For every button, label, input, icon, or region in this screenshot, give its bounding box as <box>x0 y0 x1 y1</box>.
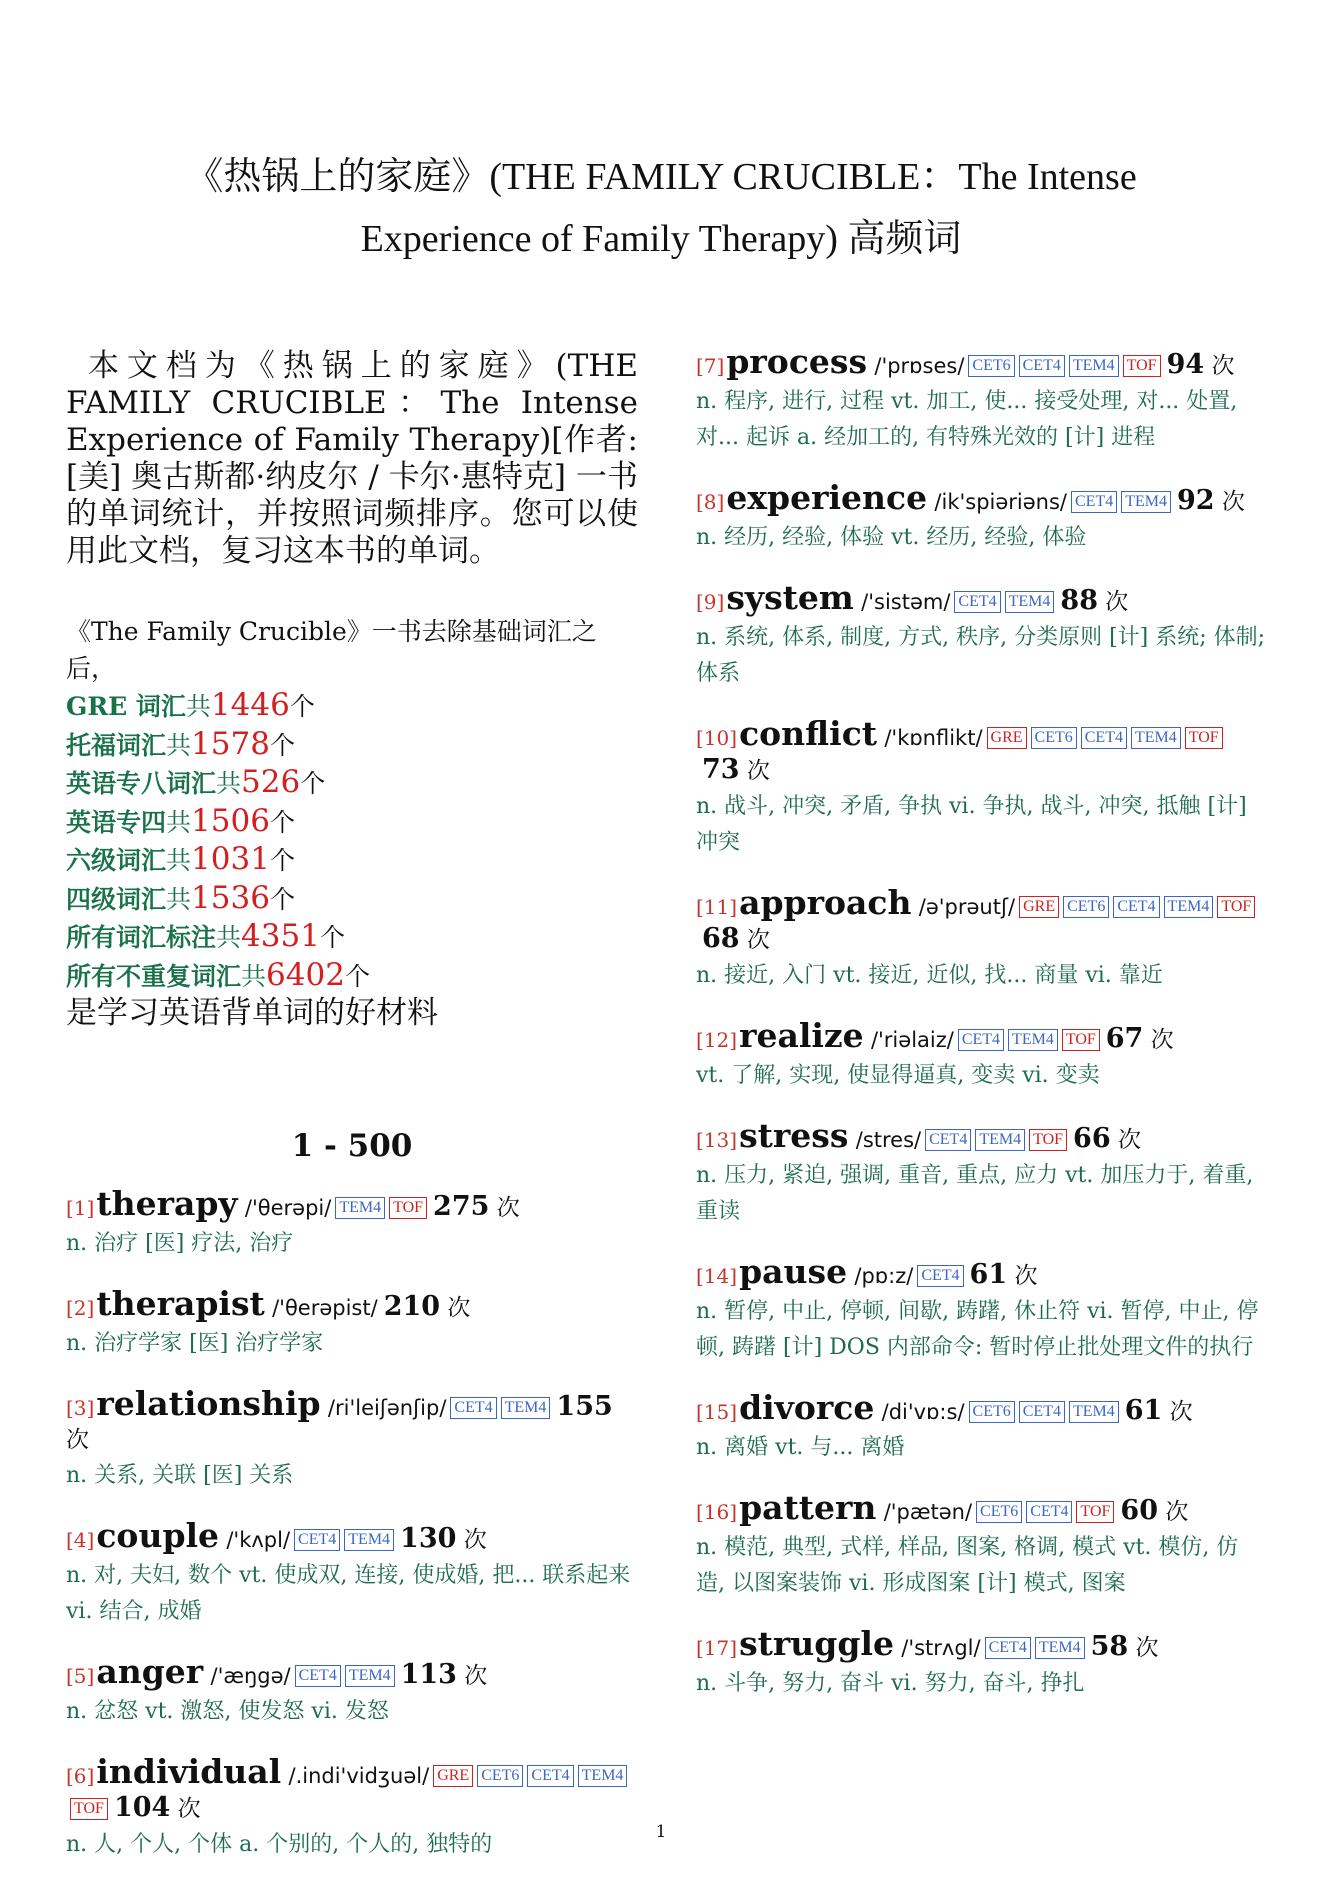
entries-right <box>696 342 1266 1702</box>
entry-word: therapist <box>96 1283 265 1323</box>
entry-pronunciation: /'prɒses/ <box>874 354 965 378</box>
stats-connector: 共 <box>166 884 192 914</box>
entry-word: relationship <box>96 1383 321 1423</box>
frequency-unit: 次 <box>1221 489 1245 515</box>
exam-tag: CET6 <box>976 1501 1022 1523</box>
stats-count: 1031 <box>191 841 270 877</box>
word-entry <box>696 714 1266 861</box>
entry-header <box>696 578 1266 618</box>
entry-frequency: 66 <box>1073 1123 1111 1154</box>
frequency-unit: 次 <box>496 1194 520 1221</box>
word-entry <box>66 1515 638 1630</box>
entry-header <box>66 1751 638 1825</box>
stats-row <box>66 918 638 957</box>
entry-word: conflict <box>739 714 878 753</box>
entry-index: [10] <box>696 726 738 750</box>
exam-tag: CET4 <box>450 1397 496 1419</box>
exam-tag: TOF <box>70 1798 108 1820</box>
exam-tag: TOF <box>1029 1129 1067 1151</box>
exam-tag: TOF <box>1076 1501 1114 1523</box>
entry-pronunciation: /'strʌgl/ <box>901 1636 981 1660</box>
left-column <box>66 348 638 1889</box>
exam-tag: TOF <box>1062 1029 1100 1051</box>
stats-connector: 共 <box>216 769 242 798</box>
entry-frequency: 94 <box>1166 349 1205 380</box>
exam-tag: TOF <box>1185 727 1223 749</box>
stats-connector: 共 <box>216 923 242 952</box>
exam-tag: GRE <box>1019 896 1059 918</box>
exam-tag: TEM4 <box>1164 896 1214 918</box>
exam-tag: TEM4 <box>1035 1637 1085 1659</box>
exam-tag: GRE <box>433 1765 473 1787</box>
word-entry <box>66 1383 638 1494</box>
word-entry <box>66 1651 638 1730</box>
stats-count: 6402 <box>266 956 345 993</box>
entry-word: system <box>726 578 854 617</box>
frequency-unit: 次 <box>1014 1263 1038 1289</box>
entry-word: individual <box>96 1751 282 1791</box>
entry-definition: n. 离婚 vt. 与... 离婚 <box>696 1435 905 1460</box>
document-title <box>90 146 1232 270</box>
exam-tag: TEM4 <box>1069 355 1119 377</box>
entry-frequency: 61 <box>969 1259 1008 1290</box>
exam-tag: CET4 <box>294 1529 340 1551</box>
frequency-unit: 次 <box>177 1795 201 1822</box>
intro-paragraph <box>66 348 638 570</box>
exam-tag: CET4 <box>295 1665 341 1687</box>
entry-index: [11] <box>696 895 738 919</box>
stats-row <box>66 726 638 765</box>
stats-count: 1536 <box>191 879 270 916</box>
entry-pronunciation: /'riəlaiz/ <box>870 1028 954 1052</box>
frequency-unit: 次 <box>746 758 770 784</box>
entry-definition: n. 斗争, 努力, 奋斗 vi. 努力, 奋斗, 挣扎 <box>696 1671 1085 1696</box>
exam-tag: TEM4 <box>335 1197 385 1219</box>
stats-row <box>66 687 638 726</box>
stats-lead: 《The Family Crucible》一书去除基础词汇之后， <box>66 617 597 683</box>
entry-definition: n. 模范, 典型, 式样, 样品, 图案, 格调, 模式 vt. 模仿, 仿造, 以图案装饰 vi. 形成图案 [计] 模式, 图案 <box>696 1535 1239 1596</box>
exam-tag: CET6 <box>1031 727 1077 749</box>
exam-tag: CET6 <box>477 1765 523 1787</box>
entry-word: stress <box>739 1116 849 1155</box>
entry-frequency: 67 <box>1105 1023 1144 1054</box>
exam-tag: CET4 <box>1113 896 1159 918</box>
exam-tag: TEM4 <box>578 1765 628 1787</box>
exam-tag: CET4 <box>1019 1401 1065 1423</box>
entry-pronunciation: /di'vɒ:s/ <box>881 1400 965 1424</box>
exam-tag: TEM4 <box>501 1397 551 1419</box>
word-entry <box>696 578 1266 692</box>
entry-definition: n. 战斗, 冲突, 矛盾, 争执 vi. 争执, 战斗, 冲突, 抵触 [计] 冲突 <box>696 794 1247 855</box>
stats-connector: 共 <box>185 692 211 721</box>
entry-index: [15] <box>696 1400 738 1424</box>
entry-pronunciation: /ə'prəutʃ/ <box>918 895 1016 919</box>
word-entry <box>696 1388 1266 1466</box>
exam-tag: CET4 <box>985 1637 1031 1659</box>
entry-header <box>696 1016 1266 1056</box>
entry-pronunciation: /'kɒnflikt/ <box>884 726 983 750</box>
stats-unit: 个 <box>269 846 295 875</box>
entry-header <box>696 478 1266 518</box>
stats-connector: 共 <box>241 961 267 991</box>
frequency-unit: 次 <box>464 1662 488 1689</box>
entry-pronunciation: /'pætən/ <box>883 1500 973 1524</box>
stats-unit: 个 <box>319 923 345 952</box>
frequency-unit: 次 <box>447 1294 471 1321</box>
entry-index: [17] <box>696 1636 738 1660</box>
stats-unit: 个 <box>289 692 315 721</box>
stats-label: 托福词汇 <box>66 730 167 760</box>
word-entry <box>696 1252 1266 1366</box>
entry-index: [16] <box>696 1500 738 1524</box>
entry-pronunciation: /stres/ <box>855 1128 922 1152</box>
entry-frequency: 210 <box>383 1290 441 1322</box>
entry-pronunciation: /'æŋgə/ <box>210 1663 291 1688</box>
entry-definition: n. 程序, 进行, 过程 vt. 加工, 使... 接受处理, 对... 处置, 对... 起诉 a. 经加工的, 有特殊光效的 [计] 进程 <box>696 389 1238 450</box>
stats-count: 4351 <box>241 918 320 954</box>
stats-label: GRE 词汇 <box>66 692 186 721</box>
entry-word: divorce <box>739 1388 875 1427</box>
entry-frequency: 155 <box>556 1390 613 1422</box>
entry-pronunciation: /'sistəm/ <box>861 590 951 614</box>
entry-header <box>696 883 1266 956</box>
entry-frequency: 61 <box>1124 1395 1163 1426</box>
exam-tag: CET4 <box>1071 491 1117 513</box>
stats-count: 1446 <box>210 687 290 723</box>
entry-word: couple <box>96 1515 220 1555</box>
stats-label: 所有词汇标注 <box>66 923 217 952</box>
exam-tag: TEM4 <box>1069 1401 1119 1423</box>
entry-word: pause <box>739 1252 848 1291</box>
entry-definition: n. 经历, 经验, 体验 vt. 经历, 经验, 体验 <box>696 525 1087 550</box>
stats-count: 526 <box>241 764 301 800</box>
stats-count: 1578 <box>191 725 270 762</box>
entry-frequency: 275 <box>433 1190 490 1222</box>
word-entry <box>66 1283 638 1362</box>
entry-word: experience <box>726 478 928 517</box>
entry-index: [13] <box>696 1128 738 1152</box>
entry-definition: n. 系统, 体系, 制度, 方式, 秩序, 分类原则 [计] 系统; 体制; 体系 <box>696 625 1266 686</box>
entry-header <box>696 1624 1266 1664</box>
entry-header <box>66 1183 638 1224</box>
exam-tag: TEM4 <box>1005 591 1055 613</box>
entry-frequency: 73 <box>702 754 740 785</box>
entry-pronunciation: /ri'leiʃənʃip/ <box>327 1395 447 1420</box>
stats-label: 英语专八词汇 <box>66 769 217 798</box>
exam-tag: TOF <box>1217 896 1255 918</box>
entry-index: [3] <box>66 1395 95 1420</box>
page-number: 1 <box>655 1822 667 1842</box>
word-entry <box>696 342 1266 456</box>
entry-frequency: 92 <box>1177 485 1215 516</box>
stats-label: 六级词汇 <box>66 846 167 875</box>
entry-pronunciation: /ik'spiəriəns/ <box>934 490 1067 514</box>
entry-definition: n. 治疗 [医] 疗法, 治疗 <box>66 1230 294 1256</box>
entry-pronunciation: /'kʌpl/ <box>226 1527 291 1552</box>
exam-tag: TEM4 <box>1131 727 1181 749</box>
frequency-unit: 次 <box>746 927 770 953</box>
entry-word: approach <box>739 883 912 922</box>
entry-pronunciation: /.indi'vidʒuəl/ <box>288 1763 430 1788</box>
exam-tag: CET6 <box>1063 896 1109 918</box>
stats-count: 1506 <box>191 802 270 839</box>
entry-header <box>696 342 1266 382</box>
exam-tag: CET4 <box>1081 727 1127 749</box>
entry-pronunciation: /'θerəpist/ <box>272 1295 378 1320</box>
entry-word: process <box>726 342 868 381</box>
stats-unit: 个 <box>269 884 295 914</box>
entry-index: [8] <box>696 490 725 514</box>
entry-frequency: 60 <box>1120 1495 1158 1526</box>
exam-tag: CET6 <box>968 355 1014 377</box>
frequency-unit: 次 <box>1135 1635 1159 1661</box>
right-column <box>696 342 1266 1728</box>
stats-row <box>66 841 638 880</box>
intro-text: 本文档为《热锅上的家庭》(THE FAMILY CRUCIBLE：The Intense Experience of Family Therapy)[作者: [美] 奥古斯都·纳皮尔 / 卡尔·惠特克] 一书的单词统计，并按照词频排序。您可以使用此文档，复习这本书的单词。 <box>66 348 638 569</box>
entry-definition: n. 治疗学家 [医] 治疗学家 <box>66 1330 324 1356</box>
word-entry <box>696 1116 1266 1230</box>
entry-definition: n. 忿怒 vt. 激怒, 使发怒 vi. 发怒 <box>66 1698 389 1724</box>
stats-row <box>66 803 638 842</box>
entry-index: [1] <box>66 1195 95 1220</box>
entry-index: [14] <box>696 1264 738 1288</box>
stats-unit: 个 <box>344 961 370 991</box>
title-line-1: 《热锅上的家庭》(THE FAMILY CRUCIBLE：The Intense <box>185 156 1137 198</box>
stats-unit: 个 <box>269 730 295 760</box>
entry-frequency: 104 <box>113 1791 171 1823</box>
exam-tag: TEM4 <box>345 1665 395 1687</box>
entry-definition: n. 压力, 紧迫, 强调, 重音, 重点, 应力 vt. 加压力于, 着重, 重读 <box>696 1163 1254 1224</box>
vocab-stats <box>66 614 638 1032</box>
entry-header <box>696 1252 1266 1292</box>
word-entry <box>696 1624 1266 1702</box>
frequency-unit: 次 <box>1105 589 1129 615</box>
entry-frequency: 68 <box>702 923 740 954</box>
word-entry <box>696 883 1266 994</box>
exam-tag: TEM4 <box>975 1129 1025 1151</box>
entry-word: realize <box>739 1016 864 1055</box>
entry-frequency: 88 <box>1060 585 1098 616</box>
exam-tag: GRE <box>987 727 1027 749</box>
exam-tag: CET4 <box>1026 1501 1072 1523</box>
stats-unit: 个 <box>269 807 295 837</box>
word-entry <box>696 478 1266 556</box>
exam-tag: CET4 <box>527 1765 573 1787</box>
entry-word: pattern <box>739 1488 877 1527</box>
entry-word: therapy <box>96 1183 238 1223</box>
exam-tag: CET4 <box>958 1029 1004 1051</box>
section-heading: 1 - 500 <box>291 1127 413 1164</box>
exam-tag: CET4 <box>917 1265 963 1287</box>
frequency-unit: 次 <box>1117 1127 1141 1153</box>
entry-header <box>696 1388 1266 1428</box>
entry-index: [7] <box>696 354 725 378</box>
entry-header <box>696 1116 1266 1156</box>
stats-row <box>66 880 638 919</box>
entry-frequency: 58 <box>1090 1631 1129 1662</box>
exam-tag: TEM4 <box>1121 491 1171 513</box>
frequency-unit: 次 <box>1169 1399 1193 1425</box>
entry-definition: n. 人, 个人, 个体 a. 个别的, 个人的, 独特的 <box>66 1831 493 1857</box>
entry-index: [5] <box>66 1663 95 1688</box>
entry-pronunciation: /'θerəpi/ <box>244 1195 332 1220</box>
entry-header <box>696 1488 1266 1528</box>
exam-tag: CET4 <box>954 591 1000 613</box>
entry-index: [4] <box>66 1527 95 1552</box>
word-entry <box>66 1183 638 1262</box>
exam-tag: TEM4 <box>344 1529 394 1551</box>
stats-connector: 共 <box>166 807 192 837</box>
stats-row <box>66 764 638 803</box>
entry-definition: n. 关系, 关联 [医] 关系 <box>66 1462 294 1488</box>
entry-frequency: 130 <box>400 1522 457 1554</box>
entry-header <box>696 714 1266 787</box>
exam-tag: CET4 <box>925 1129 971 1151</box>
exam-tag: TOF <box>389 1197 427 1219</box>
word-entry <box>696 1488 1266 1602</box>
title-line-2: Experience of Family Therapy) 高频词 <box>360 218 962 260</box>
stats-connector: 共 <box>166 730 192 760</box>
entry-word: anger <box>96 1651 204 1691</box>
entry-index: [12] <box>696 1028 738 1052</box>
entry-header <box>66 1283 638 1324</box>
entry-header <box>66 1651 638 1692</box>
stats-row <box>66 957 638 996</box>
frequency-unit: 次 <box>1165 1499 1189 1525</box>
word-entry <box>696 1016 1266 1094</box>
stats-closing: 是学习英语背单词的好材料 <box>66 995 438 1031</box>
entry-index: [9] <box>696 590 725 614</box>
stats-connector: 共 <box>166 846 192 875</box>
entry-index: [6] <box>66 1763 95 1788</box>
entry-header <box>66 1383 638 1456</box>
entry-word: struggle <box>739 1624 894 1663</box>
stats-rows <box>66 687 638 995</box>
entry-pronunciation: /pɒ:z/ <box>854 1264 914 1288</box>
entry-definition: n. 暂停, 中止, 停顿, 间歇, 踌躇, 休止符 vi. 暂停, 中止, 停顿, 踌躇 [计] DOS 内部命令: 暂时停止批处理文件的执行 <box>696 1299 1259 1360</box>
entry-definition: vt. 了解, 实现, 使显得逼真, 变卖 vi. 变卖 <box>696 1063 1100 1088</box>
entry-frequency: 113 <box>400 1658 457 1690</box>
entry-header <box>66 1515 638 1556</box>
word-entry <box>66 1751 638 1863</box>
stats-label: 所有不重复词汇 <box>66 961 242 991</box>
exam-tag: CET4 <box>1019 355 1065 377</box>
stats-label: 英语专四 <box>66 807 167 837</box>
entries-left <box>66 1183 638 1863</box>
frequency-unit: 次 <box>1211 353 1235 379</box>
frequency-unit: 次 <box>1150 1027 1174 1053</box>
stats-unit: 个 <box>300 769 326 798</box>
entry-definition: n. 接近, 入门 vt. 接近, 近似, 找... 商量 vi. 靠近 <box>696 963 1163 988</box>
entry-index: [2] <box>66 1295 95 1320</box>
entry-definition: n. 对, 夫妇, 数个 vt. 使成双, 连接, 使成婚, 把... 联系起来 vi. 结合, 成婚 <box>66 1562 631 1624</box>
exam-tag: TEM4 <box>1008 1029 1058 1051</box>
frequency-unit: 次 <box>66 1426 89 1453</box>
stats-label: 四级词汇 <box>66 884 167 914</box>
exam-tag: CET6 <box>969 1401 1015 1423</box>
frequency-unit: 次 <box>463 1526 487 1553</box>
exam-tag: TOF <box>1123 355 1161 377</box>
